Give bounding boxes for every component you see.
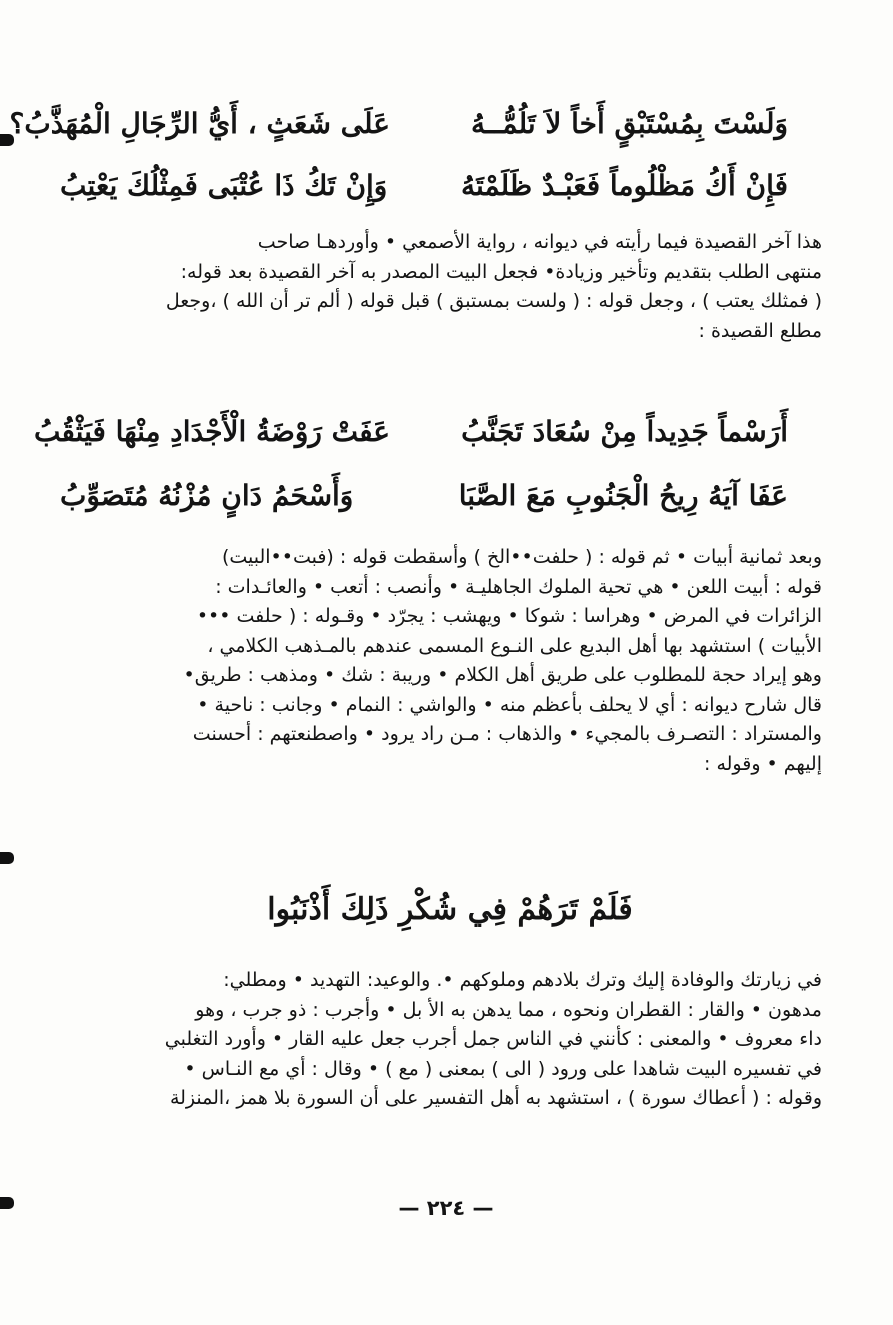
text-line: والمستراد : التصـرف بالمجيء • والذهاب : مـن راد يرود • واصطنعتهم : أحسنت xyxy=(192,723,822,745)
verse-line xyxy=(60,468,788,524)
verse-second-hemistich: عَفَتْ رَوْضَةُ الْأَجْدَادِ مِنْهَا فَيَثْقُبُ xyxy=(33,415,390,448)
commentary-paragraph xyxy=(62,228,822,346)
scan-edge-mark xyxy=(0,852,14,864)
text-line: وقوله : ( أعطاك سورة ) ، استشهد به أهل التفسير على أن السورة بلا همز ،المنزلة xyxy=(169,1087,822,1109)
verse-first-hemistich: أَرَسْماً جَدِيداً مِنْ سُعَادَ تَجَنَّبُ xyxy=(461,415,788,448)
verse-second-hemistich: وَإِنْ تَكُ ذَا عُتْبَى فَمِثْلُكَ يَعْتِبُ xyxy=(60,169,388,202)
text-line: في تفسيره البيت شاهدا على ورود ( الى ) بمعنى ( مع ) • وقال : أي مع النـاس • xyxy=(184,1057,822,1080)
commentary-paragraph xyxy=(62,543,822,779)
text-line: منتهى الطلب بتقديم وتأخير وزيادة• فجعل البيت المصدر به آخر القصيدة بعد قوله: xyxy=(180,260,822,283)
text-line: وبعد ثمانية أبيات • ثم قوله : ( حلفت••الخ ) وأسقطت قوله : (فبت••البيت) xyxy=(221,546,822,568)
verse-line xyxy=(60,158,788,214)
scan-edge-mark xyxy=(0,1197,14,1209)
verse-first-hemistich: وَلَسْتَ بِمُسْتَبْقٍ أَخاً لاَ تَلُمُّــهُ xyxy=(471,107,788,140)
verse-second-hemistich: عَلَى شَعَثٍ ، أَيُّ الرِّجَالِ الْمُهَذَّبُ؟ xyxy=(9,107,390,140)
text-line: ( فمثلك يعتب ) ، وجعل قوله : ( ولست بمستبق ) قبل قوله ( ألم تر أن الله ) ،وجعل xyxy=(165,290,822,312)
verse-line xyxy=(33,404,788,460)
verse-second-hemistich: وَأَسْحَمُ دَانٍ مُزْنُهُ مُتَصَوِّبُ xyxy=(60,479,354,512)
text-line: الزائرات في المرض • وهراسا : شوكا • ويهشب : يجرّد • وقـوله : ( حلفت ••• xyxy=(196,605,822,627)
text-line: قوله : أبيت اللعن • هي تحية الملوك الجاهليـة • وأنصب : أتعب • والعائـدات : xyxy=(215,575,822,598)
verse-first-hemistich: عَفَا آيَهُ رِيحُ الْجَنُوبِ مَعَ الصَّبَا xyxy=(458,479,788,512)
verse-first-hemistich: فَإِنْ أَكُ مَظْلُوماً فَعَبْـدٌ ظَلَمْتَهُ xyxy=(460,169,788,202)
text-line: قال شارح ديوانه : أي لا يحلف بأعظم منه • والواشي : النمام • وجانب : ناحية • xyxy=(197,693,822,716)
page-number: — ٢٢٤ — xyxy=(398,1196,494,1220)
commentary-paragraph xyxy=(62,966,822,1114)
text-line: إليهم • وقوله : xyxy=(704,752,822,775)
text-line: في زيارتك والوفادة إليك وترك بلادهم وملوكهم •. والوعيد: التهديد • ومطلي: xyxy=(223,969,822,991)
text-line: داء معروف • والمعنى : كأنني في الناس جمل أجرب جعل عليه القار • وأورد التغلبي xyxy=(164,1028,822,1050)
text-line: مطلع القصيدة : xyxy=(698,319,822,342)
text-line: الأبيات ) استشهد بها أهل البديع على النـوع المسمى عندهم بالمـذهب الكلامي ، xyxy=(207,634,822,657)
text-line: وهو إيراد حجة للمطلوب على طريق أهل الكلام • وريبة : شك • ومذهب : طريق• xyxy=(183,664,822,686)
verse-line xyxy=(9,96,788,152)
centered-verse: فَلَمْ تَرَهُمْ فِي شُكْرِ ذَلِكَ أَذْنَبُوا xyxy=(267,892,633,927)
text-line: مدهون • والقار : القطران ونحوه ، مما يدهن به الأ بل • وأجرب : ذو جرب ، وهو xyxy=(195,998,822,1021)
text-line: هذا آخر القصيدة فيما رأيته في ديوانه ، رواية الأصمعي • وأوردهـا صاحب xyxy=(257,231,822,253)
